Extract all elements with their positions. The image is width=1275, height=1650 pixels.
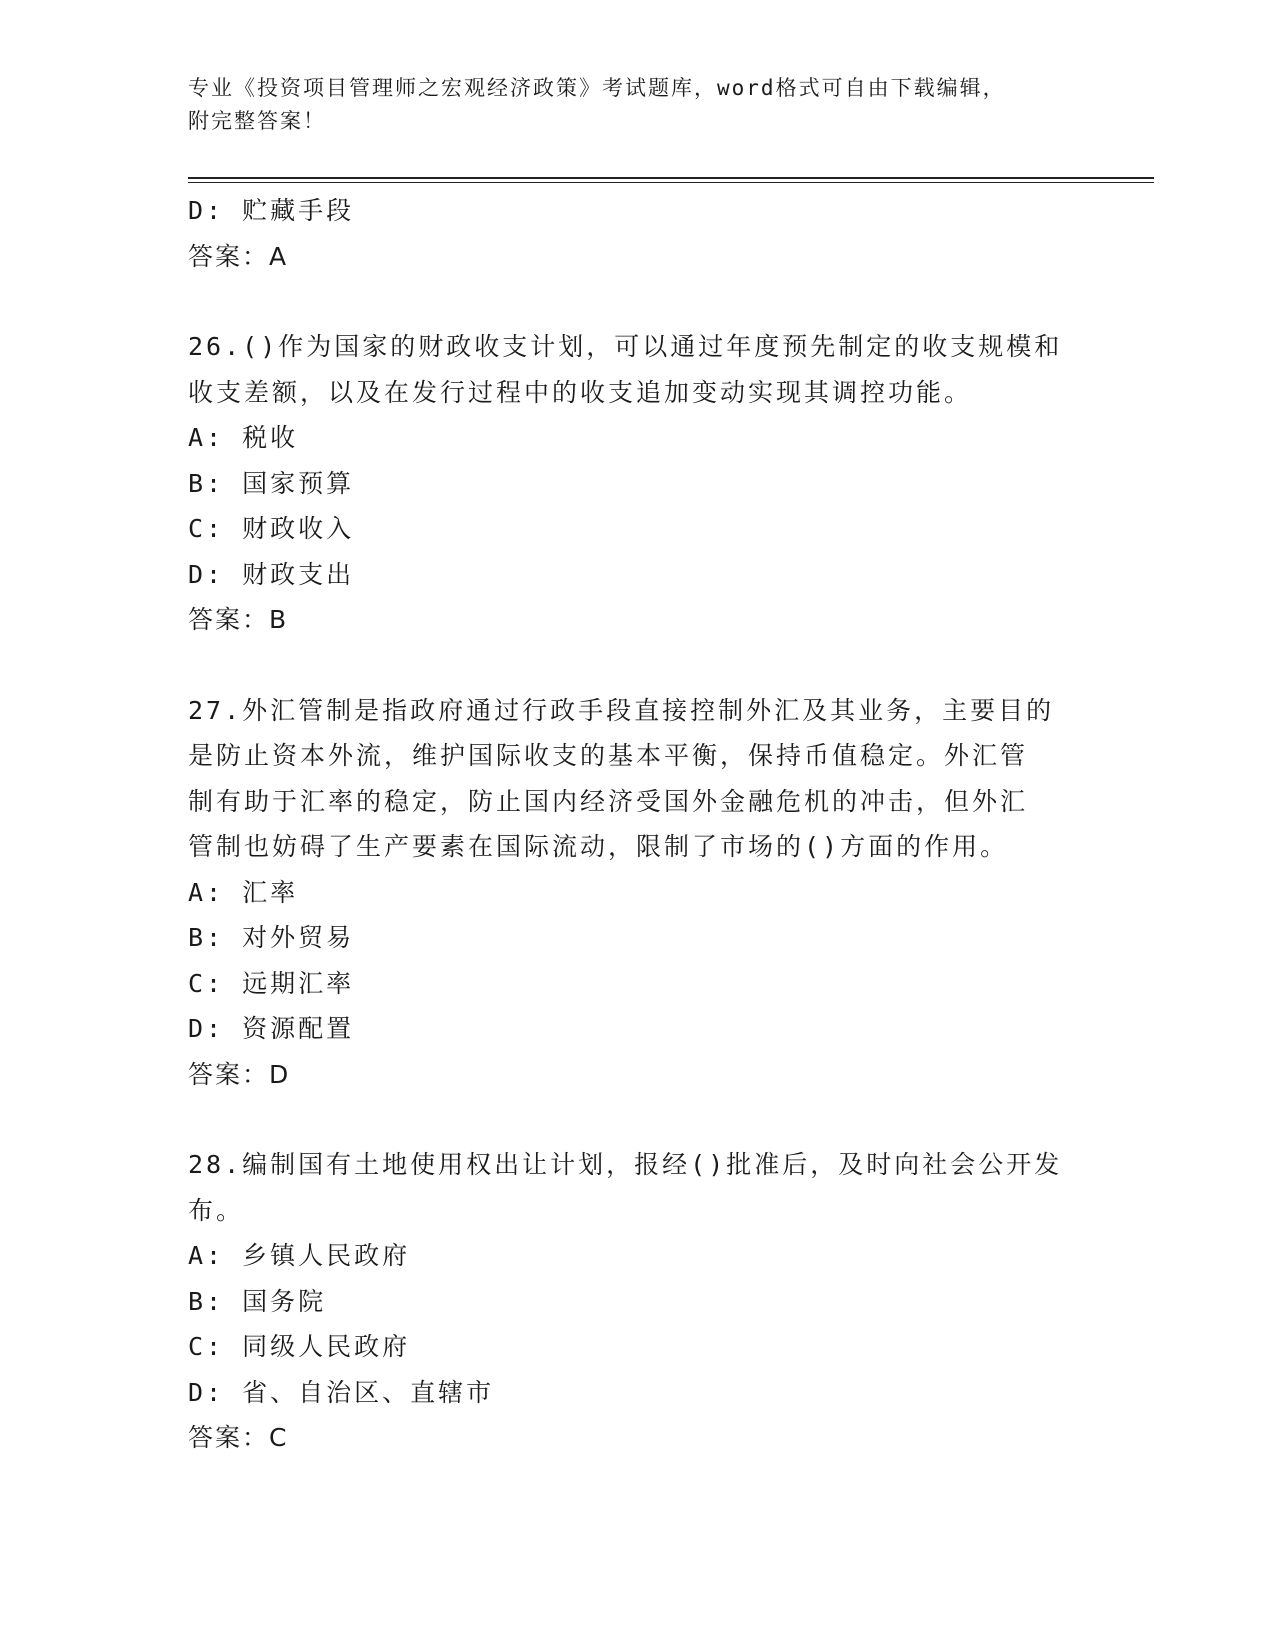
header-line-1: 专业《投资项目管理师之宏观经济政策》考试题库，word格式可自由下载编辑， (188, 76, 1006, 100)
option-c: C: 远期汇率 (188, 968, 355, 998)
question-26 (188, 324, 1088, 643)
option-a: A: 税收 (188, 423, 299, 452)
question-stem (188, 1142, 1088, 1233)
stem-line: 26.()作为国家的财政收支计划，可以通过年度预先制定的收支规模和 (188, 332, 1063, 361)
question-stem (188, 688, 1088, 870)
answer: 答案：A (188, 241, 289, 271)
stem-line: 布。 (188, 1195, 245, 1225)
option-d: D: 贮藏手段 (188, 196, 355, 225)
option-a: A: 汇率 (188, 877, 299, 907)
stem-line: 是防止资本外流，维护国际收支的基本平衡，保持币值稳定。外汇管 (188, 741, 1029, 770)
option-d: D: 省、自治区、直辖市 (188, 1377, 495, 1407)
answer: 答案：C (188, 1423, 289, 1452)
stem-line: 管制也妨碍了生产要素在国际流动，限制了市场的()方面的作用。 (188, 832, 1009, 861)
option-d: D: 资源配置 (188, 1014, 355, 1043)
stem-line: 收支差额，以及在发行过程中的收支追加变动实现其调控功能。 (188, 377, 973, 407)
question-25-tail (188, 188, 1088, 279)
option-b: B: 对外贸易 (188, 923, 355, 952)
option-b: B: 国务院 (188, 1286, 327, 1316)
option-b: B: 国家预算 (188, 468, 355, 498)
question-28 (188, 1142, 1088, 1461)
question-27 (188, 688, 1088, 1098)
stem-line: 28.编制国有土地使用权出让计划，报经()批准后，及时向社会公开发 (188, 1150, 1063, 1179)
document-header (188, 72, 1068, 138)
option-a: A: 乡镇人民政府 (188, 1241, 411, 1270)
stem-line: 制有助于汇率的稳定，防止国内经济受国外金融危机的冲击，但外汇 (188, 786, 1029, 816)
header-line-2: 附完整答案！ (188, 109, 326, 133)
option-d: D: 财政支出 (188, 559, 355, 589)
option-c: C: 财政收入 (188, 514, 355, 543)
stem-line: 27.外汇管制是指政府通过行政手段直接控制外汇及其业务，主要目的 (188, 695, 1055, 725)
question-stem (188, 324, 1088, 415)
header-divider-thin (188, 182, 1154, 183)
header-divider-thick (188, 177, 1154, 179)
answer: 答案：D (188, 1059, 291, 1089)
question-list (188, 188, 1088, 1461)
answer: 答案：B (188, 605, 289, 634)
option-c: C: 同级人民政府 (188, 1332, 411, 1361)
